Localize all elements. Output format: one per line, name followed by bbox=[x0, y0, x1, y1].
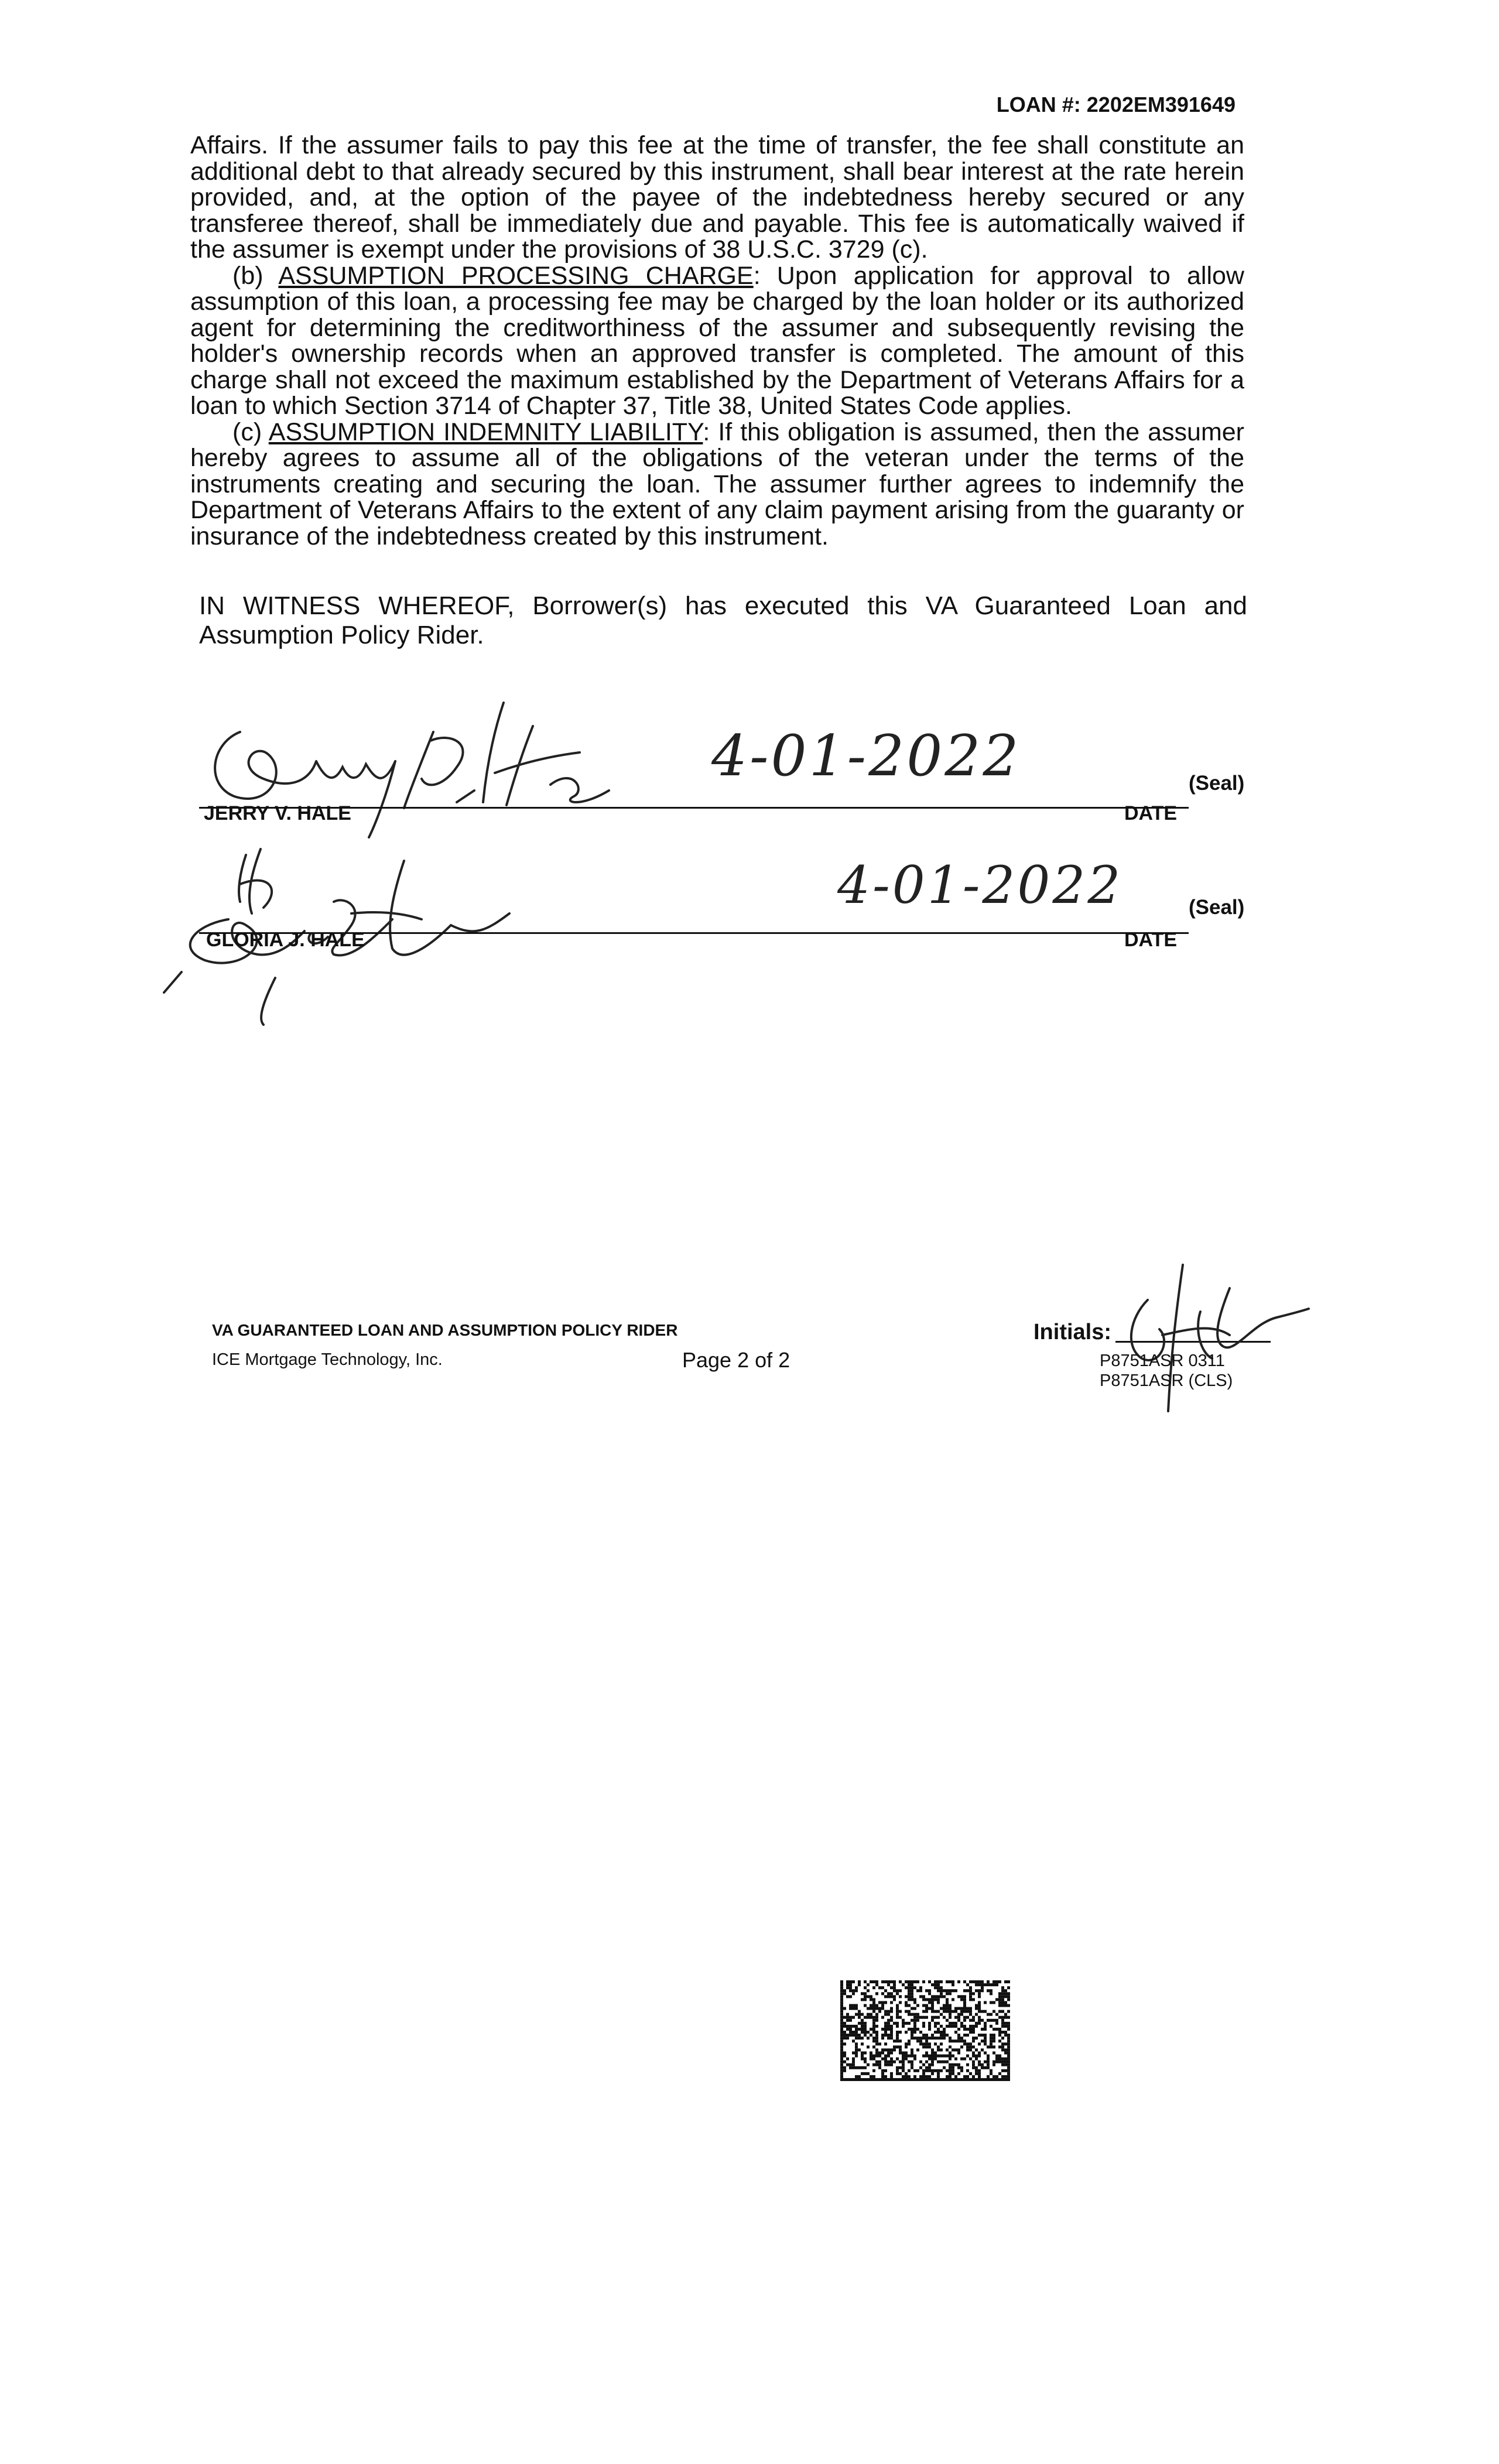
footer-title: VA GUARANTEED LOAN AND ASSUMPTION POLICY RIDER bbox=[212, 1321, 678, 1339]
loan-number: LOAN #: 2202EM391649 bbox=[996, 93, 1236, 117]
date-label-2: DATE bbox=[1124, 929, 1178, 951]
paragraph-c-text: : If this obligation is assumed, then the assumer hereby agrees to assume all of the obligations of the veteran under the terms of the instruments creating and securing the loan. The assumer further agrees to indemnify the Department of Veterans Affairs to the extent of any claim payment arising from the guaranty or insurance of the indebtedness created by this instrument. bbox=[190, 417, 1245, 550]
paragraph-a-continued: Affairs. If the assumer fails to pay this fee at the time of transfer, the fee shall constitute an additional debt to that already secured by this instrument, shall bear interest at the rate herein provided, and, at the option of the payee of the indebtedness hereby secured or any transferee thereof, shall be immediately due and payable. This fee is automatically waived if the assumer is exempt under the provisions of 38 U.S.C. 3729 (c). bbox=[190, 131, 1244, 263]
paragraph-c-heading: ASSUMPTION INDEMNITY LIABILITY bbox=[268, 417, 703, 446]
rider-body bbox=[190, 132, 1244, 549]
form-code-1: P8751ASR 0311 bbox=[1100, 1351, 1225, 1370]
witness-clause: IN WITNESS WHEREOF, Borrower(s) has executed this VA Guaranteed Loan and Assumption Policy Rider. bbox=[199, 591, 1247, 649]
handwritten-date-2: 4-01-2022 bbox=[837, 855, 1123, 915]
paragraph-b-heading: ASSUMPTION PROCESSING CHARGE bbox=[278, 261, 754, 290]
paragraph-b-prefix: (b) bbox=[232, 261, 279, 290]
handwritten-date-1: 4-01-2022 bbox=[711, 723, 1021, 789]
seal-label-1: (Seal) bbox=[1189, 772, 1245, 795]
page-number: Page 2 of 2 bbox=[682, 1348, 790, 1372]
paragraph-c-prefix: (c) bbox=[232, 417, 269, 446]
form-code-2: P8751ASR (CLS) bbox=[1100, 1371, 1233, 1390]
footer-company: ICE Mortgage Technology, Inc. bbox=[212, 1350, 443, 1369]
signer-name-1: JERRY V. HALE bbox=[204, 802, 351, 824]
paragraph-b bbox=[190, 263, 1244, 419]
initials-signature bbox=[1113, 1253, 1312, 1423]
paragraph-c bbox=[190, 419, 1244, 550]
2d-barcode bbox=[840, 1980, 1010, 2081]
initials-label: Initials: bbox=[1033, 1320, 1112, 1344]
seal-label-2: (Seal) bbox=[1189, 896, 1245, 919]
signer-name-2: GLORIA J. HALE bbox=[206, 929, 365, 951]
paragraph-b-text: : Upon application for approval to allow assumption of this loan, a processing fee may be charged by the loan holder or its authorized agent for determining the creditworthiness of the assumer and subsequently revising the holder's ownership records when an approved transfer is completed. The amount of this charge shall not exceed the maximum established by the Department of Veterans Affairs for a loan to which Section 3714 of Chapter 37, Title 38, United States Code applies. bbox=[190, 261, 1244, 420]
date-label-1: DATE bbox=[1124, 802, 1178, 824]
